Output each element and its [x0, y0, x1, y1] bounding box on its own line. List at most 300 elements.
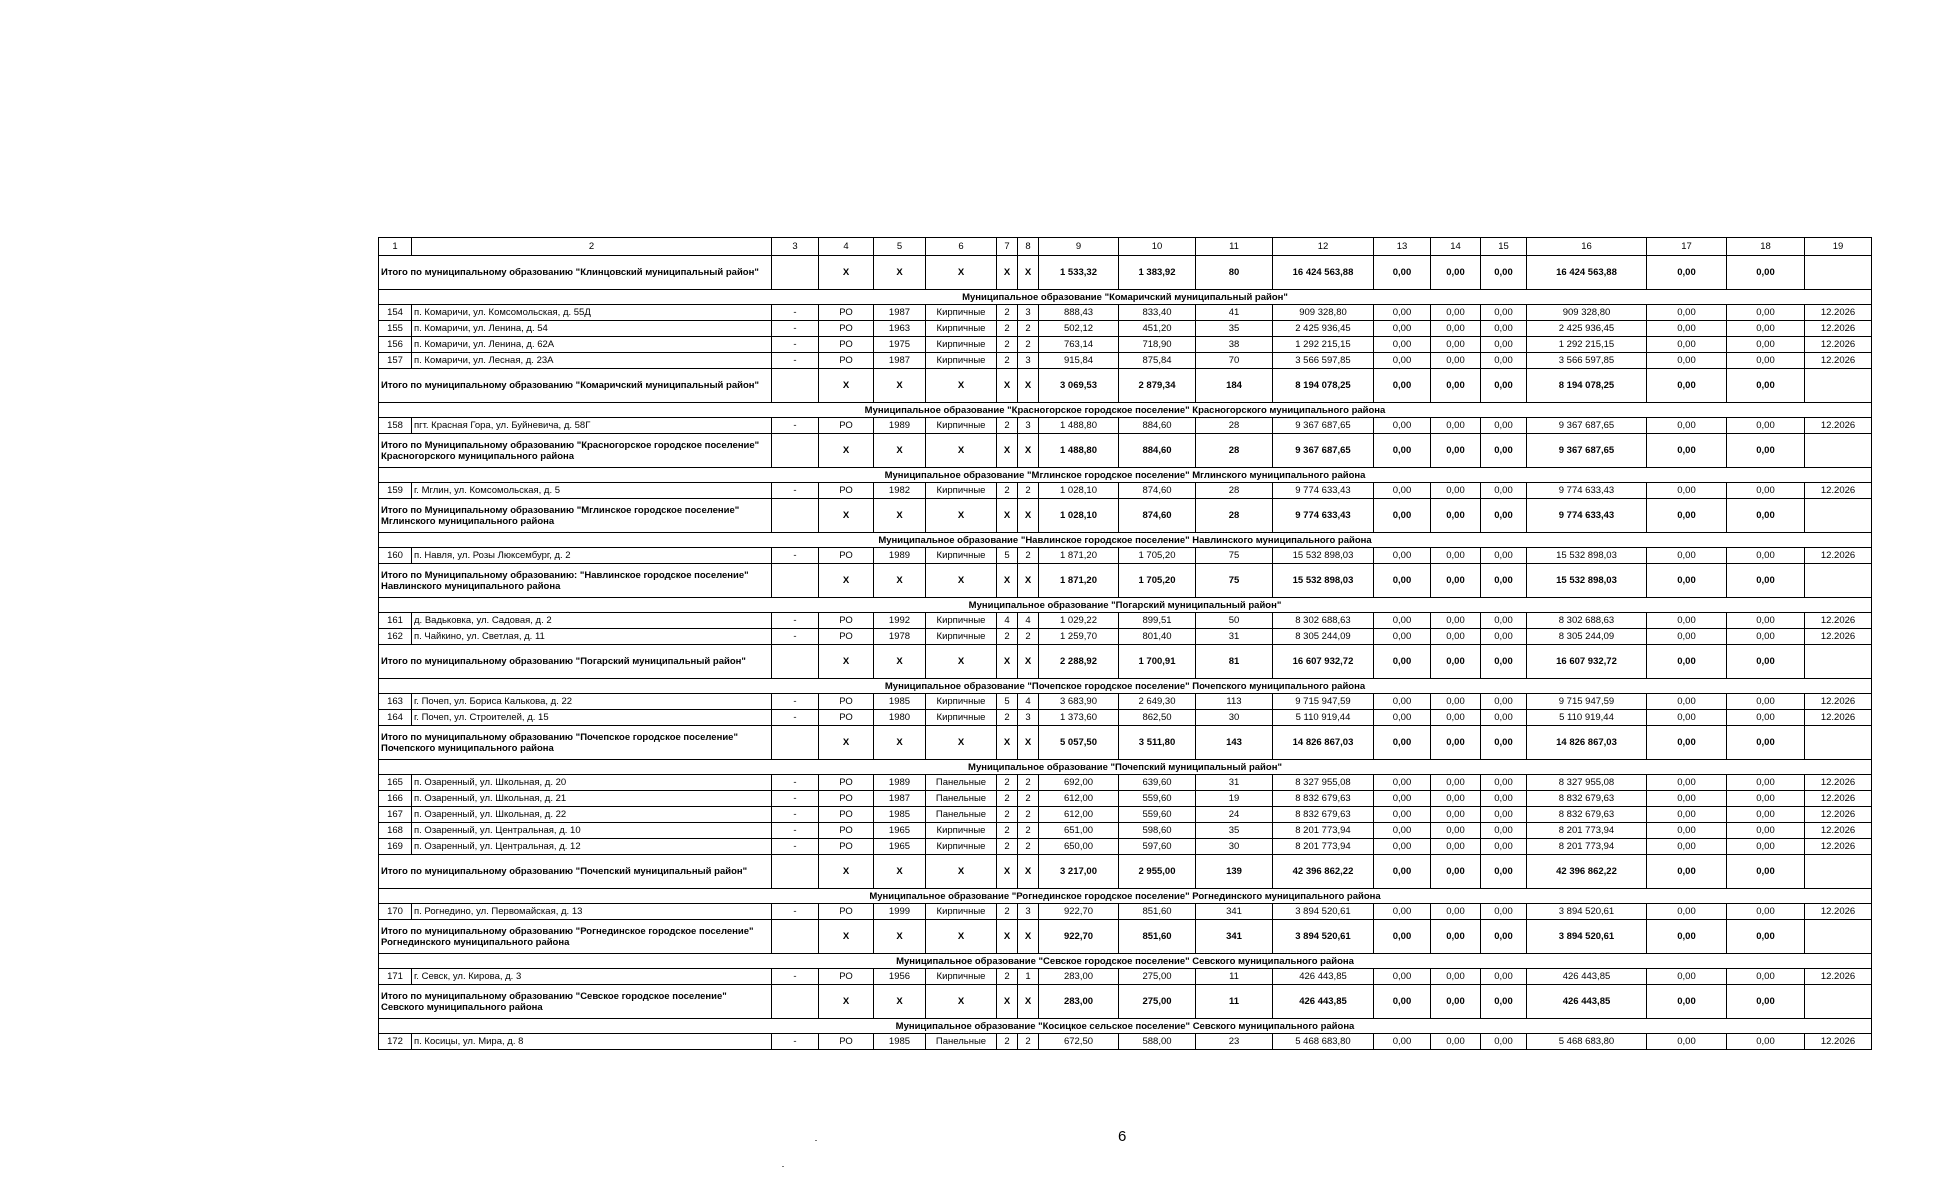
- table-cell: РО: [819, 305, 874, 321]
- table-cell: 30: [1196, 710, 1273, 726]
- table-cell: РО: [819, 548, 874, 564]
- table-cell: 0,00: [1481, 629, 1527, 645]
- table-cell: 588,00: [1119, 1034, 1196, 1050]
- table-cell: X: [874, 499, 926, 533]
- table-cell: 9 367 687,65: [1273, 418, 1374, 434]
- table-cell: -: [772, 969, 819, 985]
- table-cell: 1985: [874, 807, 926, 823]
- table-cell: 0,00: [1481, 321, 1527, 337]
- table-cell: 3 894 520,61: [1273, 920, 1374, 954]
- table-row: [379, 337, 1872, 353]
- table-cell: 1989: [874, 548, 926, 564]
- subtotal-row: [379, 369, 1872, 403]
- table-cell: 0,00: [1481, 710, 1527, 726]
- table-cell: 0,00: [1647, 418, 1727, 434]
- table-cell: 0,00: [1647, 791, 1727, 807]
- table-cell: 2: [997, 418, 1018, 434]
- table-cell: -: [772, 904, 819, 920]
- section-title: Муниципальное образование "Комаричский муниципальный район": [379, 290, 1872, 305]
- table-cell: Панельные: [926, 1034, 997, 1050]
- table-cell: 1989: [874, 418, 926, 434]
- table-cell: РО: [819, 483, 874, 499]
- table-cell: 75: [1196, 564, 1273, 598]
- address-cell: пгт. Красная Гора, ул. Буйневича, д. 58Г: [412, 418, 772, 434]
- table-cell: 0,00: [1647, 613, 1727, 629]
- empty-cell: [772, 369, 819, 403]
- table-cell: X: [874, 369, 926, 403]
- table-row: [379, 1034, 1872, 1050]
- table-cell: 2 288,92: [1039, 645, 1119, 679]
- table-cell: Кирпичные: [926, 839, 997, 855]
- table-cell: Кирпичные: [926, 823, 997, 839]
- column-header: 4: [819, 238, 874, 256]
- table-cell: 0,00: [1374, 629, 1431, 645]
- table-cell: 11: [1196, 985, 1273, 1019]
- table-cell: 0,00: [1727, 305, 1805, 321]
- section-title: Муниципальное образование "Красногорское городское поселение" Красногорского муниципального района: [379, 403, 1872, 418]
- table-cell: 1 871,20: [1039, 548, 1119, 564]
- table-cell: 283,00: [1039, 985, 1119, 1019]
- table-cell: 0,00: [1374, 353, 1431, 369]
- table-cell: 0,00: [1727, 839, 1805, 855]
- table-cell: 9 715 947,59: [1273, 694, 1374, 710]
- address-cell: г. Почеп, ул. Строителей, д. 15: [412, 710, 772, 726]
- table-cell: 0,00: [1727, 694, 1805, 710]
- column-header: 12: [1273, 238, 1374, 256]
- table-cell: 4: [1018, 694, 1039, 710]
- row-number: 167: [379, 807, 412, 823]
- table-cell: 14 826 867,03: [1527, 726, 1647, 760]
- table-cell: 0,00: [1431, 353, 1481, 369]
- table-cell: 0,00: [1727, 969, 1805, 985]
- table-cell: 12.2026: [1805, 483, 1872, 499]
- table-cell: 16 424 563,88: [1273, 256, 1374, 290]
- table-cell: 0,00: [1431, 321, 1481, 337]
- table-cell: 0,00: [1374, 726, 1431, 760]
- table-cell: X: [874, 985, 926, 1019]
- table-cell: 1: [1018, 969, 1039, 985]
- table-cell: РО: [819, 823, 874, 839]
- table-cell: 0,00: [1647, 985, 1727, 1019]
- table-cell: 1 383,92: [1119, 256, 1196, 290]
- table-cell: 9 367 687,65: [1273, 434, 1374, 468]
- table-cell: X: [926, 920, 997, 954]
- table-cell: 0,00: [1727, 483, 1805, 499]
- table-cell: [1805, 855, 1872, 889]
- table-cell: 0,00: [1481, 855, 1527, 889]
- table-cell: 0,00: [1431, 855, 1481, 889]
- table-cell: 909 328,80: [1527, 305, 1647, 321]
- section-header-row: [379, 598, 1872, 613]
- table-cell: 8 201 773,94: [1273, 823, 1374, 839]
- scan-speck: [782, 1166, 784, 1167]
- section-title: Муниципальное образование "Почепский муниципальный район": [379, 760, 1872, 775]
- table-cell: 0,00: [1647, 629, 1727, 645]
- section-title: Муниципальное образование "Навлинское городское поселение" Навлинского муниципального района: [379, 533, 1872, 548]
- subtotal-label: Итого по муниципальному образованию "Рогнединское городское поселение" Рогнединского муниципального района: [379, 920, 772, 954]
- table-cell: 0,00: [1647, 337, 1727, 353]
- table-cell: -: [772, 791, 819, 807]
- column-header: 1: [379, 238, 412, 256]
- empty-cell: [772, 855, 819, 889]
- table-cell: 3: [1018, 904, 1039, 920]
- table-cell: 28: [1196, 418, 1273, 434]
- table-cell: 2: [1018, 791, 1039, 807]
- table-cell: 0,00: [1481, 920, 1527, 954]
- table-cell: 0,00: [1481, 613, 1527, 629]
- table-cell: X: [1018, 434, 1039, 468]
- table-cell: 650,00: [1039, 839, 1119, 855]
- table-cell: 502,12: [1039, 321, 1119, 337]
- table-cell: 16 607 932,72: [1527, 645, 1647, 679]
- row-number: 154: [379, 305, 412, 321]
- table-cell: 0,00: [1481, 353, 1527, 369]
- table-cell: 559,60: [1119, 791, 1196, 807]
- table-cell: 0,00: [1481, 305, 1527, 321]
- table-cell: 0,00: [1727, 775, 1805, 791]
- table-cell: 0,00: [1431, 726, 1481, 760]
- table-cell: 1963: [874, 321, 926, 337]
- table-cell: 0,00: [1481, 483, 1527, 499]
- subtotal-label: Итого по Муниципальному образованию: "Навлинское городское поселение" Навлинского муниципального района: [379, 564, 772, 598]
- table-cell: 0,00: [1374, 807, 1431, 823]
- row-number: 160: [379, 548, 412, 564]
- row-number: 168: [379, 823, 412, 839]
- table-cell: -: [772, 548, 819, 564]
- table-cell: [1805, 985, 1872, 1019]
- table-cell: 1 533,32: [1039, 256, 1119, 290]
- table-row: [379, 775, 1872, 791]
- table-cell: 3: [1018, 305, 1039, 321]
- table-cell: 2: [1018, 775, 1039, 791]
- table-cell: 1982: [874, 483, 926, 499]
- table-cell: X: [997, 434, 1018, 468]
- table-cell: 0,00: [1374, 775, 1431, 791]
- table-cell: X: [997, 256, 1018, 290]
- table-cell: Кирпичные: [926, 353, 997, 369]
- table-cell: 19: [1196, 791, 1273, 807]
- table-cell: X: [874, 920, 926, 954]
- table-cell: -: [772, 629, 819, 645]
- table-cell: 9 715 947,59: [1527, 694, 1647, 710]
- table-cell: X: [819, 726, 874, 760]
- table-cell: 0,00: [1431, 710, 1481, 726]
- table-cell: 8 305 244,09: [1273, 629, 1374, 645]
- table-cell: 1999: [874, 904, 926, 920]
- table-cell: 8 327 955,08: [1273, 775, 1374, 791]
- table-cell: 2: [997, 305, 1018, 321]
- table-cell: X: [926, 369, 997, 403]
- section-header-row: [379, 468, 1872, 483]
- table-cell: 28: [1196, 434, 1273, 468]
- row-number: 166: [379, 791, 412, 807]
- table-cell: 9 774 633,43: [1527, 499, 1647, 533]
- table-cell: [1805, 434, 1872, 468]
- table-cell: 0,00: [1647, 483, 1727, 499]
- table-cell: 341: [1196, 920, 1273, 954]
- table-cell: 35: [1196, 823, 1273, 839]
- table-cell: X: [1018, 499, 1039, 533]
- column-header: 7: [997, 238, 1018, 256]
- table-cell: X: [997, 726, 1018, 760]
- table-cell: -: [772, 418, 819, 434]
- table-cell: 38: [1196, 337, 1273, 353]
- table-cell: 1 705,20: [1119, 548, 1196, 564]
- table-cell: 1 259,70: [1039, 629, 1119, 645]
- table-cell: 0,00: [1431, 629, 1481, 645]
- table-cell: 1965: [874, 839, 926, 855]
- table-cell: 2: [1018, 823, 1039, 839]
- table-cell: 0,00: [1374, 483, 1431, 499]
- address-cell: п. Озаренный, ул. Школьная, д. 21: [412, 791, 772, 807]
- table-cell: 0,00: [1647, 353, 1727, 369]
- table-cell: 0,00: [1431, 305, 1481, 321]
- table-cell: 0,00: [1374, 839, 1431, 855]
- table-cell: 874,60: [1119, 483, 1196, 499]
- table-cell: 3 894 520,61: [1527, 904, 1647, 920]
- column-header: 17: [1647, 238, 1727, 256]
- table-cell: 9 774 633,43: [1527, 483, 1647, 499]
- table-cell: РО: [819, 839, 874, 855]
- table-cell: 0,00: [1431, 807, 1481, 823]
- table-cell: 0,00: [1431, 613, 1481, 629]
- subtotal-row: [379, 920, 1872, 954]
- subtotal-label: Итого по муниципальному образованию "Почепское городское поселение" Почепского муниципального района: [379, 726, 772, 760]
- table-cell: 426 443,85: [1273, 969, 1374, 985]
- table-cell: 14 826 867,03: [1273, 726, 1374, 760]
- table-cell: 2: [997, 904, 1018, 920]
- table-cell: 0,00: [1374, 904, 1431, 920]
- table-cell: X: [926, 256, 997, 290]
- table-row: [379, 629, 1872, 645]
- table-cell: Панельные: [926, 807, 997, 823]
- table-cell: РО: [819, 629, 874, 645]
- table-cell: 1 028,10: [1039, 483, 1119, 499]
- table-row: [379, 483, 1872, 499]
- table-cell: 4: [1018, 613, 1039, 629]
- table-cell: X: [819, 369, 874, 403]
- table-cell: 0,00: [1647, 548, 1727, 564]
- table-cell: 275,00: [1119, 985, 1196, 1019]
- table-cell: 2: [997, 321, 1018, 337]
- table-cell: 0,00: [1481, 337, 1527, 353]
- column-header: 2: [412, 238, 772, 256]
- table-cell: 1956: [874, 969, 926, 985]
- table-cell: X: [926, 499, 997, 533]
- subtotal-label: Итого по муниципальному образованию "Погарский муниципальный район": [379, 645, 772, 679]
- table-cell: X: [926, 434, 997, 468]
- table-cell: 0,00: [1431, 969, 1481, 985]
- table-cell: 2: [997, 807, 1018, 823]
- table-cell: -: [772, 807, 819, 823]
- row-number: 169: [379, 839, 412, 855]
- table-cell: 31: [1196, 775, 1273, 791]
- table-cell: 2: [1018, 1034, 1039, 1050]
- table-cell: 0,00: [1431, 434, 1481, 468]
- table-cell: X: [997, 499, 1018, 533]
- table-cell: 0,00: [1374, 305, 1431, 321]
- table-cell: 0,00: [1481, 645, 1527, 679]
- table-cell: 899,51: [1119, 613, 1196, 629]
- table-cell: 875,84: [1119, 353, 1196, 369]
- table-cell: 915,84: [1039, 353, 1119, 369]
- table-cell: 0,00: [1481, 434, 1527, 468]
- table-cell: 184: [1196, 369, 1273, 403]
- table-cell: 3 894 520,61: [1527, 920, 1647, 954]
- subtotal-label: Итого по муниципальному образованию "Клинцовский муниципальный район": [379, 256, 772, 290]
- table-cell: 612,00: [1039, 791, 1119, 807]
- table-row: [379, 694, 1872, 710]
- table-cell: 113: [1196, 694, 1273, 710]
- table-cell: 0,00: [1647, 499, 1727, 533]
- table-cell: -: [772, 775, 819, 791]
- table-cell: 651,00: [1039, 823, 1119, 839]
- table-cell: 2: [1018, 548, 1039, 564]
- table-cell: Кирпичные: [926, 969, 997, 985]
- table-cell: 3 894 520,61: [1273, 904, 1374, 920]
- table-cell: Панельные: [926, 775, 997, 791]
- table-cell: 3 566 597,85: [1273, 353, 1374, 369]
- address-cell: п. Навля, ул. Розы Люксембург, д. 2: [412, 548, 772, 564]
- table-cell: X: [874, 256, 926, 290]
- table-cell: 426 443,85: [1527, 985, 1647, 1019]
- table-cell: 9 774 633,43: [1273, 499, 1374, 533]
- table-cell: 1965: [874, 823, 926, 839]
- table-cell: X: [926, 645, 997, 679]
- table-cell: 15 532 898,03: [1527, 548, 1647, 564]
- table-cell: X: [1018, 645, 1039, 679]
- table-cell: РО: [819, 337, 874, 353]
- table-cell: 922,70: [1039, 920, 1119, 954]
- table-cell: 12.2026: [1805, 775, 1872, 791]
- table-cell: 12.2026: [1805, 548, 1872, 564]
- address-cell: п. Косицы, ул. Мира, д. 8: [412, 1034, 772, 1050]
- table-cell: X: [997, 369, 1018, 403]
- table-cell: 12.2026: [1805, 969, 1872, 985]
- table-cell: 0,00: [1374, 321, 1431, 337]
- table-cell: 0,00: [1727, 434, 1805, 468]
- table-cell: 2 425 936,45: [1273, 321, 1374, 337]
- table-cell: 2: [997, 337, 1018, 353]
- table-cell: 1980: [874, 710, 926, 726]
- column-header: 18: [1727, 238, 1805, 256]
- row-number: 158: [379, 418, 412, 434]
- section-header-row: [379, 760, 1872, 775]
- table-row: [379, 807, 1872, 823]
- address-cell: п. Комаричи, ул. Ленина, д. 62А: [412, 337, 772, 353]
- table-cell: 8 832 679,63: [1527, 807, 1647, 823]
- table-cell: X: [874, 855, 926, 889]
- table-cell: 0,00: [1431, 694, 1481, 710]
- table-cell: 851,60: [1119, 920, 1196, 954]
- table-cell: Кирпичные: [926, 710, 997, 726]
- scan-speck: [815, 1140, 817, 1141]
- table-cell: 8 832 679,63: [1273, 791, 1374, 807]
- table-cell: X: [1018, 726, 1039, 760]
- row-number: 163: [379, 694, 412, 710]
- table-cell: Панельные: [926, 791, 997, 807]
- table-cell: 0,00: [1431, 499, 1481, 533]
- table-cell: 0,00: [1727, 823, 1805, 839]
- table-cell: 598,60: [1119, 823, 1196, 839]
- table-cell: 0,00: [1481, 694, 1527, 710]
- section-title: Муниципальное образование "Мглинское городское поселение" Мглинского муниципального района: [379, 468, 1872, 483]
- table-cell: X: [874, 564, 926, 598]
- table-cell: 0,00: [1647, 305, 1727, 321]
- table-cell: 909 328,80: [1273, 305, 1374, 321]
- table-cell: 70: [1196, 353, 1273, 369]
- table-cell: 0,00: [1431, 483, 1481, 499]
- table-cell: 1 029,22: [1039, 613, 1119, 629]
- table-cell: 0,00: [1374, 499, 1431, 533]
- table-cell: [1805, 256, 1872, 290]
- table-cell: X: [819, 564, 874, 598]
- section-title: Муниципальное образование "Рогнединское городское поселение" Рогнединского муниципального района: [379, 889, 1872, 904]
- table-cell: [1805, 369, 1872, 403]
- table-cell: 28: [1196, 499, 1273, 533]
- table-cell: 3 511,80: [1119, 726, 1196, 760]
- section-title: Муниципальное образование "Севское городское поселение" Севского муниципального района: [379, 954, 1872, 969]
- table-cell: 0,00: [1647, 694, 1727, 710]
- address-cell: п. Озаренный, ул. Школьная, д. 22: [412, 807, 772, 823]
- table-cell: 0,00: [1431, 564, 1481, 598]
- empty-cell: [772, 499, 819, 533]
- table-cell: 31: [1196, 629, 1273, 645]
- table-row: [379, 904, 1872, 920]
- table-cell: 3: [1018, 353, 1039, 369]
- table-cell: -: [772, 839, 819, 855]
- table-row: [379, 353, 1872, 369]
- table-cell: 451,20: [1119, 321, 1196, 337]
- table-cell: 5 110 919,44: [1527, 710, 1647, 726]
- table-cell: 2: [1018, 807, 1039, 823]
- table-cell: 12.2026: [1805, 613, 1872, 629]
- empty-cell: [772, 256, 819, 290]
- table-cell: X: [997, 920, 1018, 954]
- table-cell: 1985: [874, 1034, 926, 1050]
- table-cell: 2: [1018, 337, 1039, 353]
- table-cell: 0,00: [1727, 418, 1805, 434]
- table-cell: 42 396 862,22: [1527, 855, 1647, 889]
- table-cell: 8 194 078,25: [1527, 369, 1647, 403]
- table-cell: X: [819, 499, 874, 533]
- table-cell: X: [926, 855, 997, 889]
- table-cell: X: [997, 985, 1018, 1019]
- table-cell: X: [1018, 855, 1039, 889]
- address-cell: п. Чайкино, ул. Светлая, д. 11: [412, 629, 772, 645]
- table-cell: 0,00: [1727, 904, 1805, 920]
- subtotal-row: [379, 726, 1872, 760]
- table-cell: 12.2026: [1805, 305, 1872, 321]
- table-cell: 0,00: [1481, 499, 1527, 533]
- table-cell: 2: [997, 710, 1018, 726]
- column-header: 5: [874, 238, 926, 256]
- page-number: 6: [1118, 1128, 1127, 1145]
- table-cell: 2: [997, 839, 1018, 855]
- table-cell: 0,00: [1727, 629, 1805, 645]
- address-cell: п. Озаренный, ул. Центральная, д. 12: [412, 839, 772, 855]
- section-header-row: [379, 1019, 1872, 1034]
- table-cell: 2: [997, 791, 1018, 807]
- table-cell: 0,00: [1374, 985, 1431, 1019]
- table-cell: РО: [819, 353, 874, 369]
- table-cell: 0,00: [1374, 369, 1431, 403]
- table-cell: 1 488,80: [1039, 434, 1119, 468]
- table-row: [379, 791, 1872, 807]
- table-cell: 0,00: [1374, 1034, 1431, 1050]
- address-cell: п. Комаричи, ул. Ленина, д. 54: [412, 321, 772, 337]
- table-cell: РО: [819, 904, 874, 920]
